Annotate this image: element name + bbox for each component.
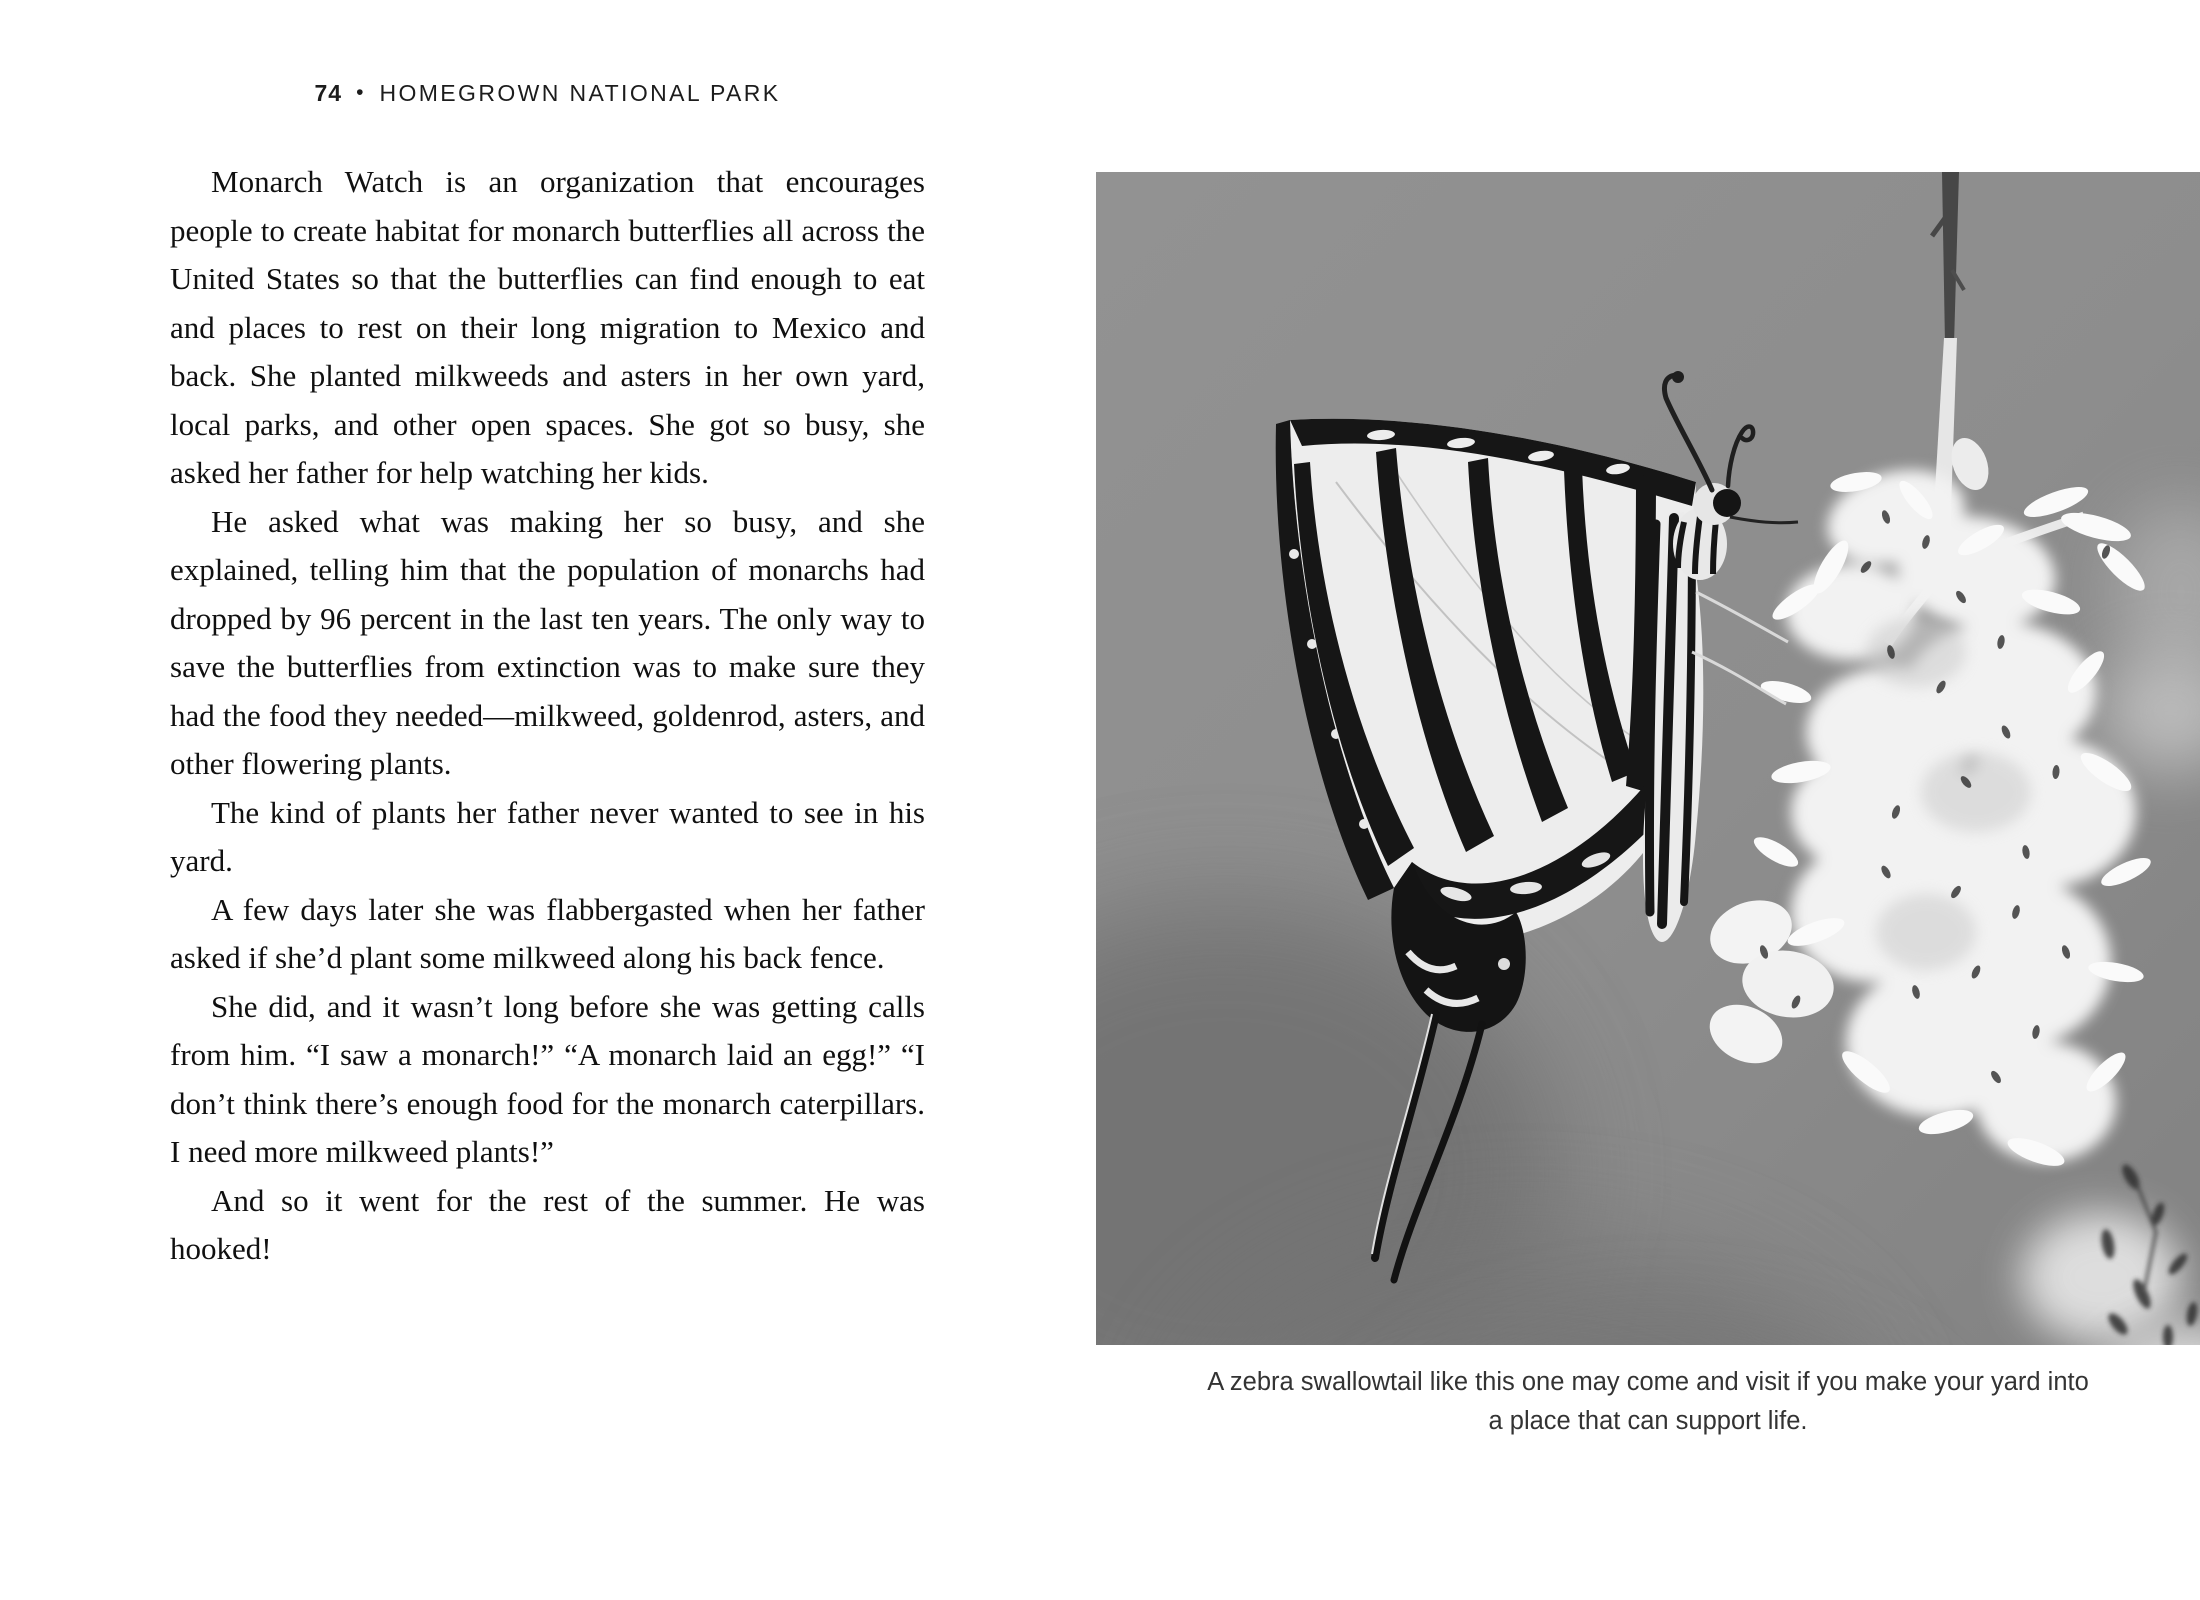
butterfly-photo-illustration [1096, 172, 2200, 1345]
butterfly-figure [1096, 172, 2200, 1441]
paragraph: A few days later she was flabbergasted when her father asked if she’d plant some milkweed along his back fence. [170, 891, 925, 975]
paragraph: And so it went for the rest of the summer. He was hooked! [170, 1182, 925, 1266]
butterfly-eye [1713, 489, 1741, 517]
page-header [170, 80, 925, 107]
paragraph: Monarch Watch is an organization that encourages people to create habitat for monarch butterflies all across the United States so that the butterflies can find enough to eat and places to rest on their long migration to Mexico and back. She planted milkweeds and asters in her own yard, local parks, and other open spaces. She got so busy, she asked her father for help watching her kids. [170, 164, 925, 490]
page-number: 74 [314, 80, 343, 106]
body-text [170, 158, 925, 1274]
paragraph: The kind of plants her father never wanted to see in his yard. [170, 794, 925, 878]
zebra-swallowtail-photo [1096, 172, 2200, 1345]
header-separator-dot: • [356, 81, 366, 104]
running-title: HOMEGROWN NATIONAL PARK [379, 80, 781, 106]
paragraph: She did, and it wasn’t long before she was getting calls from him. “I saw a monarch!” “A monarch laid an egg!” “I don’t think there’s enough food for the monarch caterpillars. I need more milkweed plants!” [170, 988, 925, 1169]
photo-caption: A zebra swallowtail like this one may come and visit if you make your yard into a place that can support life. [1207, 1368, 2089, 1435]
paragraph: He asked what was making her so busy, and she explained, telling him that the population of monarchs had dropped by 96 percent in the last ten years. The only way to save the butterflies from extinction was to make sure they had the food they needed—milkweed, goldenrod, asters, and other flowering plants. [170, 503, 925, 781]
